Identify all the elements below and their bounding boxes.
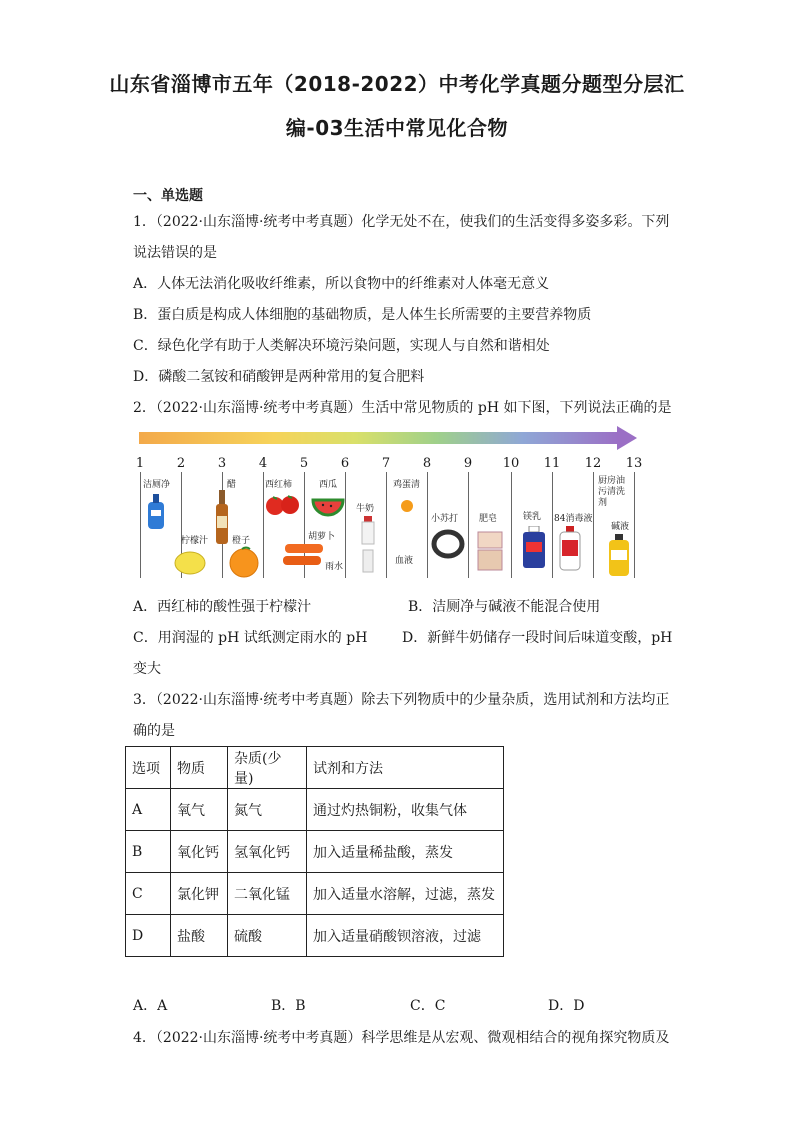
lemon-icon (173, 548, 207, 576)
label-jianye: 碱液 (611, 522, 630, 532)
doc-title-line1: 山东省淄博市五年（2018-2022）中考化学真题分题型分层汇 (109, 72, 685, 96)
q1-option-b: B．蛋白质是构成人体细胞的基础物质，是人体生长所需要的主要营养物质 (133, 307, 592, 323)
table-cell: 二氧化锰 (228, 873, 307, 915)
q2-stem: 2．（2022·山东淄博·统考中考真题）生活中常见物质的 pH 如下图，下列说法正确的是 (133, 400, 672, 416)
ph-tick: 2 (176, 456, 186, 471)
label-jidanqing: 鸡蛋清 (393, 480, 421, 490)
ph-tick: 6 (340, 456, 350, 471)
table-cell: 加入适量硝酸钡溶液，过滤 (307, 915, 504, 957)
ph-tick: 7 (381, 456, 391, 471)
table-cell: 盐酸 (171, 915, 228, 957)
toilet-cleaner-bottle-icon (145, 492, 167, 530)
q1-option-d: D．磷酸二氢铵和硝酸钾是两种常用的复合肥料 (133, 369, 425, 385)
table-cell: A (126, 789, 171, 831)
label-youwu-line2: 污清洗 (598, 487, 626, 497)
ph-tick: 11 (543, 456, 561, 471)
q2-option-d-line2: 变大 (133, 661, 161, 677)
table-row (126, 873, 504, 915)
label-yushui: 雨水 (325, 562, 344, 572)
ph-divider (427, 472, 428, 578)
table-cell: 氮气 (228, 789, 307, 831)
ph-tick: 5 (299, 456, 309, 471)
orange-icon (227, 546, 261, 578)
table-cell: 氢氧化钙 (228, 831, 307, 873)
table-cell: 通过灼热铜粉，收集气体 (307, 789, 504, 831)
table-header-row (126, 747, 504, 789)
label-youwu-line1: 厨房油 (598, 476, 626, 486)
table-header: 物质 (171, 747, 228, 789)
q1-option-a: A．人体无法消化吸收纤维素，所以食物中的纤维素对人体毫无意义 (133, 276, 550, 292)
label-xigua: 西瓜 (319, 480, 338, 490)
label-huluobo: 胡萝卜 (308, 532, 336, 542)
label-feizao: 肥皂 (479, 514, 498, 524)
q2-option-d-line1: D．新鲜牛奶储存一段时间后味道变酸，pH (402, 630, 673, 646)
q2-option-a: A．西红柿的酸性强于柠檬汁 (133, 599, 312, 615)
label-jieceqing: 洁厕净 (143, 480, 171, 490)
q3-option-d: D．D (548, 998, 585, 1014)
q3-table (125, 746, 504, 957)
label-ningmengzhi: 柠檬汁 (181, 536, 209, 546)
q1-option-c: C．绿色化学有助于人类解决环境污染问题，实现人与自然和谐相处 (133, 338, 550, 354)
ph-divider (552, 472, 553, 578)
magnesia-bottle-icon (521, 526, 547, 570)
q3-option-c: C．C (410, 998, 446, 1014)
milk-bottle-icon (359, 516, 377, 574)
q4-stem-line1: 4．（2022·山东淄博·统考中考真题）科学思维是从宏观、微观相结合的视角探究物质及 (133, 1030, 670, 1046)
egg-yolk-icon (399, 498, 415, 514)
table-cell: D (126, 915, 171, 957)
ph-scale-figure (135, 428, 645, 586)
table-header: 选项 (126, 747, 171, 789)
ph-gradient-arrow (139, 432, 619, 444)
label-xueye: 血液 (395, 556, 414, 566)
label-xihongshi: 西红柿 (265, 480, 293, 490)
table-cell: 加入适量水溶解，过滤，蒸发 (307, 873, 504, 915)
tomato-icon (265, 492, 301, 516)
label-xiaosuda: 小苏打 (431, 514, 459, 524)
table-cell: 硫酸 (228, 915, 307, 957)
q2-option-c: C．用润湿的 pH 试纸测定雨水的 pH (133, 630, 368, 646)
ph-tick: 4 (258, 456, 268, 471)
ph-divider (468, 472, 469, 578)
table-header: 杂质(少量) (228, 747, 307, 789)
q3-option-b: B．B (271, 998, 306, 1014)
ph-divider (345, 472, 346, 578)
disinfectant-bottle-icon (557, 526, 583, 572)
ph-divider (386, 472, 387, 578)
label-84xiaodu: 84消毒液 (554, 514, 593, 524)
section-heading: 一、单选题 (133, 188, 203, 204)
baking-soda-icon (431, 528, 465, 560)
ph-tick: 9 (463, 456, 473, 471)
q1-stem-line1: 1．（2022·山东淄博·统考中考真题）化学无处不在，使我们的生活变得多姿多彩。下列 (133, 214, 670, 230)
table-cell: 氧化钙 (171, 831, 228, 873)
label-youwu-line3: 剂 (598, 498, 608, 508)
vinegar-bottle-icon (214, 490, 230, 546)
q3-option-a: A．A (133, 998, 168, 1014)
arrow-head-icon (617, 426, 637, 450)
ph-tick: 8 (422, 456, 432, 471)
table-row (126, 915, 504, 957)
carrot-icon (281, 540, 327, 570)
ph-tick: 13 (625, 456, 643, 471)
table-row (126, 789, 504, 831)
table-cell: C (126, 873, 171, 915)
q1-stem-line2: 说法错误的是 (133, 245, 217, 261)
label-niunai: 牛奶 (356, 504, 375, 514)
ph-tick: 3 (217, 456, 227, 471)
table-header: 试剂和方法 (307, 747, 504, 789)
lye-bottle-icon (607, 534, 631, 578)
ph-divider (593, 472, 594, 578)
ph-divider (634, 472, 635, 578)
q3-stem-line2: 确的是 (133, 723, 175, 739)
soap-box-icon (475, 526, 505, 572)
table-cell: 加入适量稀盐酸，蒸发 (307, 831, 504, 873)
ph-divider (140, 472, 141, 578)
watermelon-icon (311, 494, 345, 522)
label-meiru: 镁乳 (523, 512, 542, 522)
doc-title-line2: 编-03生活中常见化合物 (285, 116, 509, 140)
table-cell: 氧气 (171, 789, 228, 831)
ph-divider (511, 472, 512, 578)
q3-stem-line1: 3．（2022·山东淄博·统考中考真题）除去下列物质中的少量杂质，选用试剂和方法均正 (133, 692, 670, 708)
q2-option-b: B．洁厕净与碱液不能混合使用 (408, 599, 601, 615)
label-cu: 醋 (227, 480, 237, 490)
ph-tick: 1 (135, 456, 145, 471)
label-chengzi: 橙子 (232, 536, 251, 546)
ph-tick: 12 (584, 456, 602, 471)
table-row (126, 831, 504, 873)
table-cell: B (126, 831, 171, 873)
ph-divider (263, 472, 264, 578)
ph-tick: 10 (502, 456, 520, 471)
table-cell: 氯化钾 (171, 873, 228, 915)
